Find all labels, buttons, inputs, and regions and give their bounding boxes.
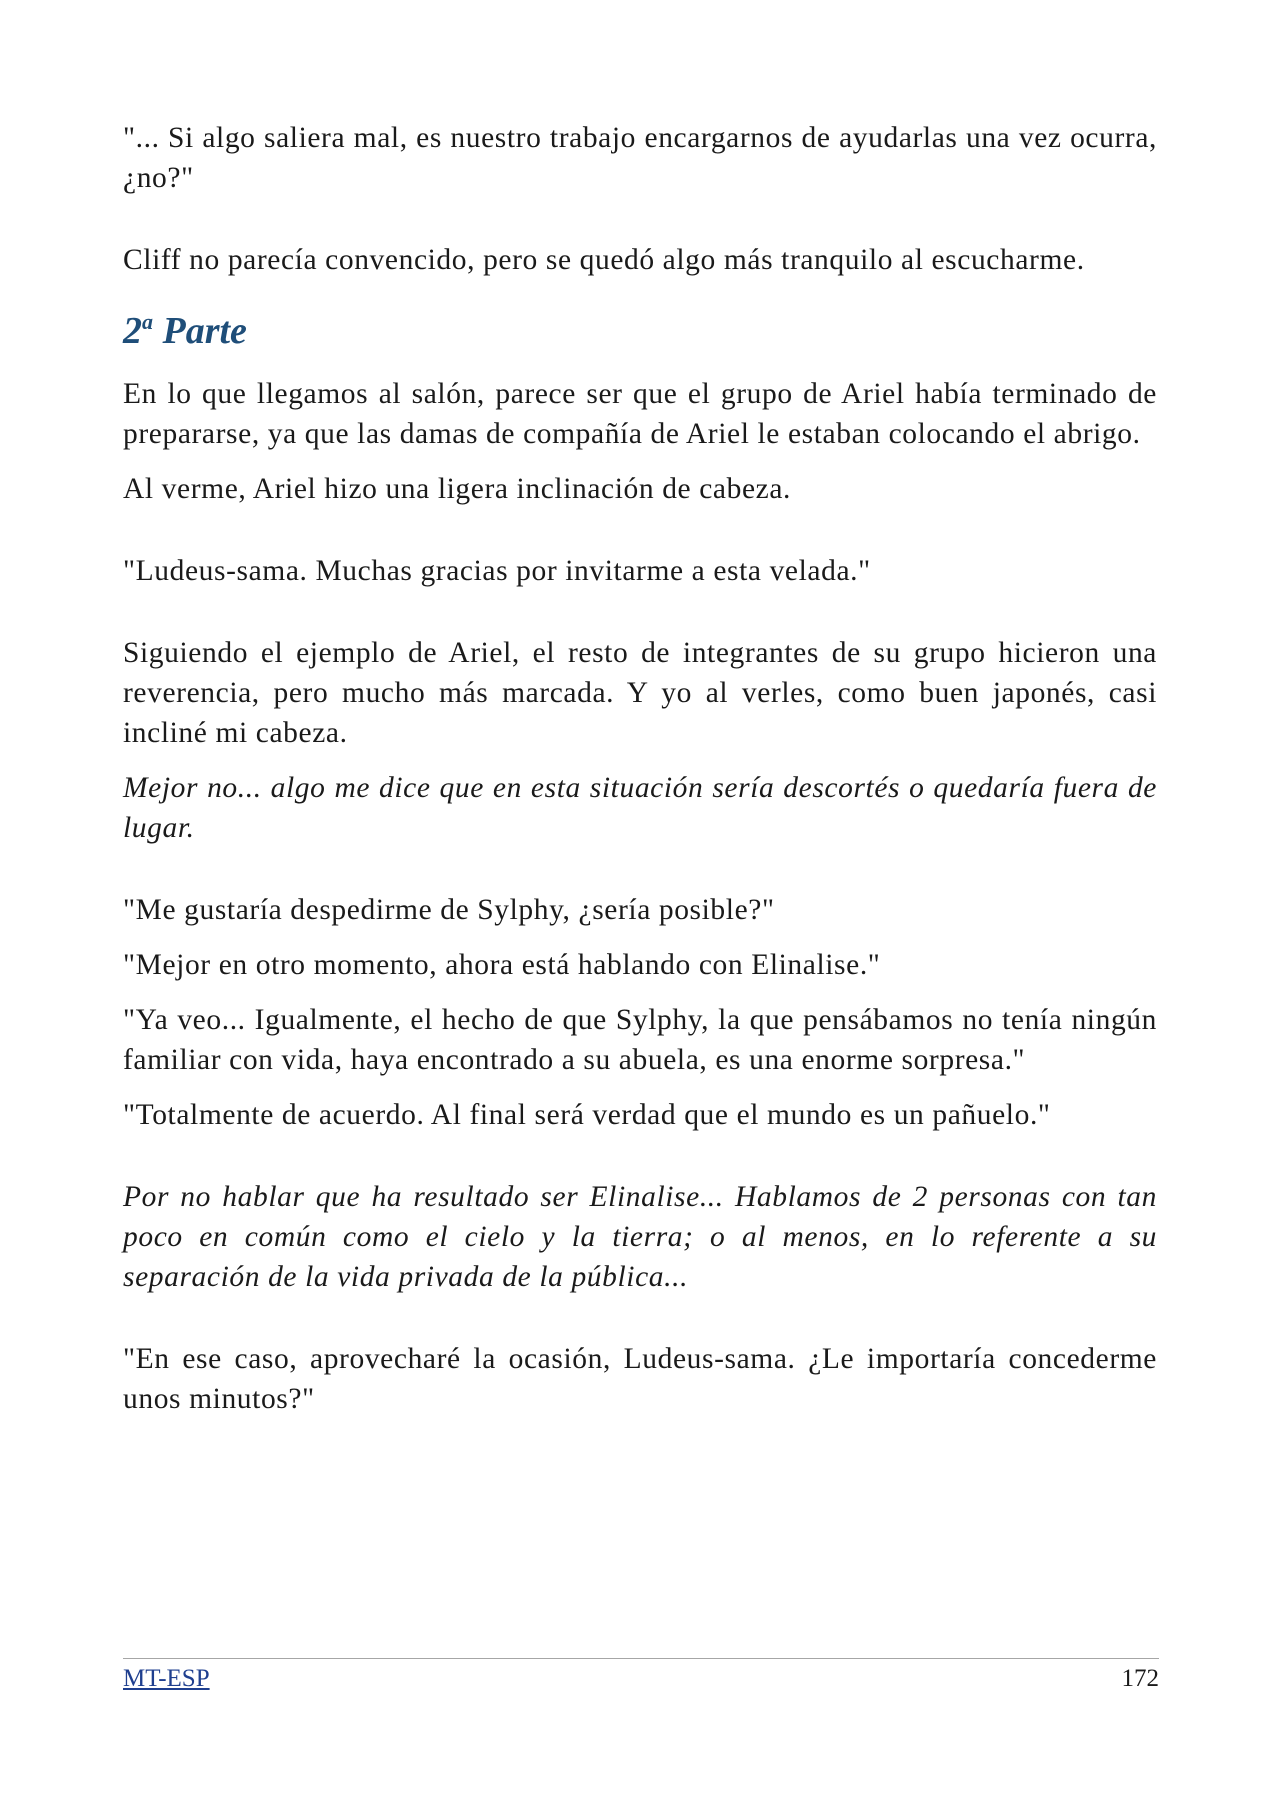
paragraph-10: "Ya veo... Igualmente, el hecho de que Sylphy, la que pensábamos no tenía ningún familiar con vida, haya encontrado a su abuela, es una enorme sorpresa." bbox=[123, 1004, 1157, 1076]
paragraph-4: Al verme, Ariel hizo una ligera inclinación de cabeza. bbox=[123, 473, 792, 505]
heading-number: 2 bbox=[123, 310, 142, 352]
paragraph-2: Cliff no parecía convencido, pero se quedó algo más tranquilo al escucharme. bbox=[123, 244, 1085, 276]
footer-site-link[interactable]: MT-ESP bbox=[123, 1665, 210, 1692]
paragraph-3: En lo que llegamos al salón, parece ser que el grupo de Ariel había terminado de prepararse, ya que las damas de compañía de Ariel le estaban colocando el abrigo. bbox=[123, 378, 1157, 450]
paragraph-7: Mejor no... algo me dice que en esta situación sería descortés o quedaría fuera de lugar. bbox=[123, 772, 1157, 844]
paragraph-8: "Me gustaría despedirme de Sylphy, ¿sería posible?" bbox=[123, 894, 775, 926]
paragraph-9: "Mejor en otro momento, ahora está hablando con Elinalise." bbox=[123, 949, 881, 981]
paragraph-5: "Ludeus-sama. Muchas gracias por invitarme a esta velada." bbox=[123, 555, 871, 587]
page-footer bbox=[123, 1658, 1159, 1693]
page-content bbox=[123, 118, 1157, 1419]
paragraph-11: "Totalmente de acuerdo. Al final será verdad que el mundo es un pañuelo." bbox=[123, 1099, 1051, 1131]
heading-text: Parte bbox=[153, 310, 247, 352]
paragraph-1: "... Si algo saliera mal, es nuestro trabajo encargarnos de ayudarlas una vez ocurra, ¿no?" bbox=[123, 122, 1157, 194]
paragraph-13: "En ese caso, aprovecharé la ocasión, Ludeus-sama. ¿Le importaría concederme unos minutos?" bbox=[123, 1343, 1157, 1415]
heading-superscript: a bbox=[142, 309, 153, 334]
page-number: 172 bbox=[1121, 1665, 1159, 1692]
paragraph-12: Por no hablar que ha resultado ser Elinalise... Hablamos de 2 personas con tan poco en común como el cielo y la tierra; o al menos, en lo referente a su separación de la vida privada de la pública... bbox=[123, 1181, 1157, 1293]
section-heading bbox=[123, 308, 1157, 354]
paragraph-6: Siguiendo el ejemplo de Ariel, el resto de integrantes de su grupo hicieron una reverencia, pero mucho más marcada. Y yo al verles, como buen japonés, casi incliné mi cabeza. bbox=[123, 637, 1157, 749]
